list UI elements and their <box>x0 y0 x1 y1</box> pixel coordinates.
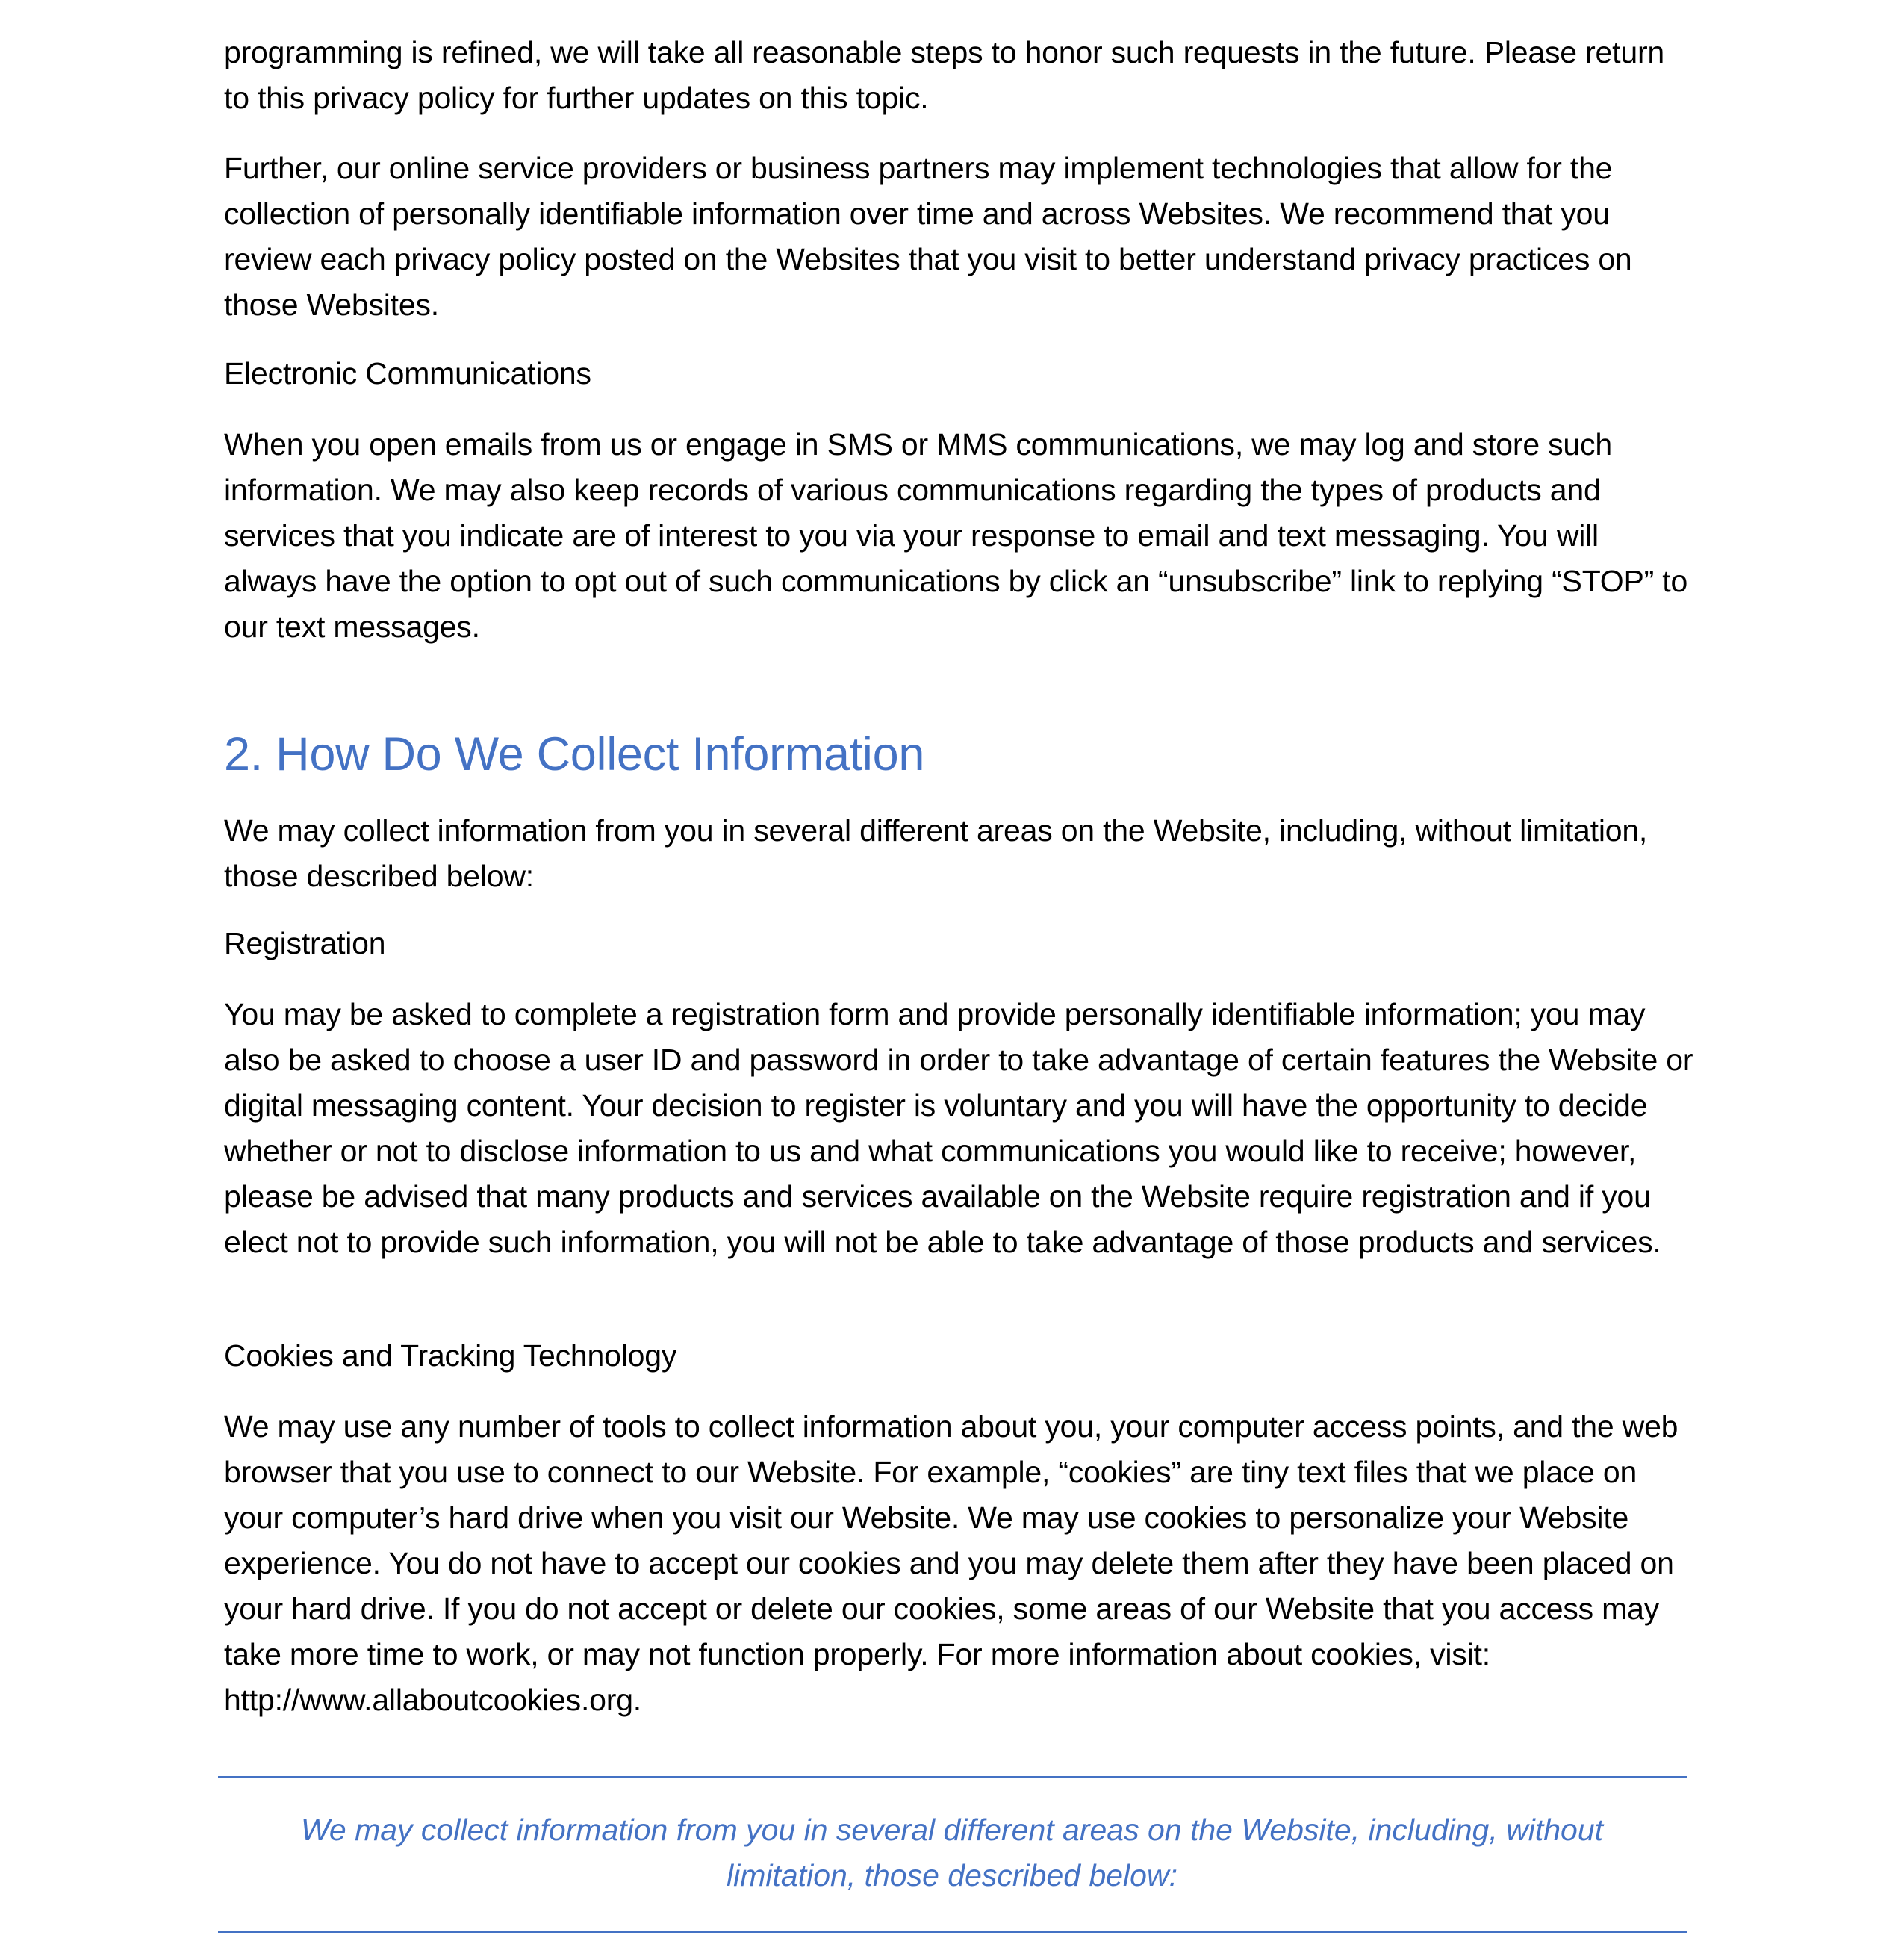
pull-quote-bottom-rule <box>218 1931 1687 1933</box>
paragraph-electronic-communications: When you open emails from us or engage in SMS or MMS communications, we may log and store such information. We may also keep records of various communications regarding the types of products and services that you indicate are of interest to you via your response to email and text messaging. You will always have the option to opt out of such communications by click an “unsubscribe” link to replying “STOP” to our text messages. <box>224 427 1688 644</box>
paragraph-service-providers: Further, our online service providers or business partners may implement technologies that allow for the collection of personally identifiable information over time and across Websites. We recommend that you review each privacy policy posted on the Websites that you visit to better understand privacy practices on those Websites. <box>224 151 1632 322</box>
paragraph-registration: You may be asked to complete a registration form and provide personally identifiable information; you may also be asked to choose a user ID and password in order to take advantage of certain features the Website or digital messaging content. Your decision to register is voluntary and you will have the opportunity to decide whether or not to disclose information to us and what communications you would like to receive; however, please be advised that many products and services available on the Website require registration and if you elect not to provide such information, you will not be able to take advantage of those products and services. <box>224 997 1693 1259</box>
subheading-cookies-tracking: Cookies and Tracking Technology <box>224 1338 677 1373</box>
pull-quote-top-rule <box>218 1776 1687 1778</box>
subheading-registration: Registration <box>224 926 386 960</box>
paragraph-collect-intro: We may collect information from you in several different areas on the Website, including, without limitation, those described below: <box>224 813 1648 893</box>
section-heading-how-we-collect: 2. How Do We Collect Information <box>224 728 925 780</box>
paragraph-cookies-tracking: We may use any number of tools to collect information about you, your computer access points, and the web browser that you use to connect to our Website. For example, “cookies” are tiny text files that we place on your computer’s hard drive when you visit our Website. We may use cookies to personalize your Website experience. You do not have to accept our cookies and you may delete them after they have been placed on your hard drive. If you do not accept or delete our cookies, some areas of our Website that you access may take more time to work, or may not function properly. For more information about cookies, visit: http://www.allaboutcookies.org. <box>224 1409 1679 1717</box>
subheading-electronic-communications: Electronic Communications <box>224 356 591 391</box>
pull-quote: We may collect information from you in several different areas on the Website, including, without limitation, those described below: <box>300 1813 1604 1892</box>
paragraph-programming-refined: programming is refined, we will take all reasonable steps to honor such requests in the future. Please return to this privacy policy for further updates on this topic. <box>224 35 1665 115</box>
